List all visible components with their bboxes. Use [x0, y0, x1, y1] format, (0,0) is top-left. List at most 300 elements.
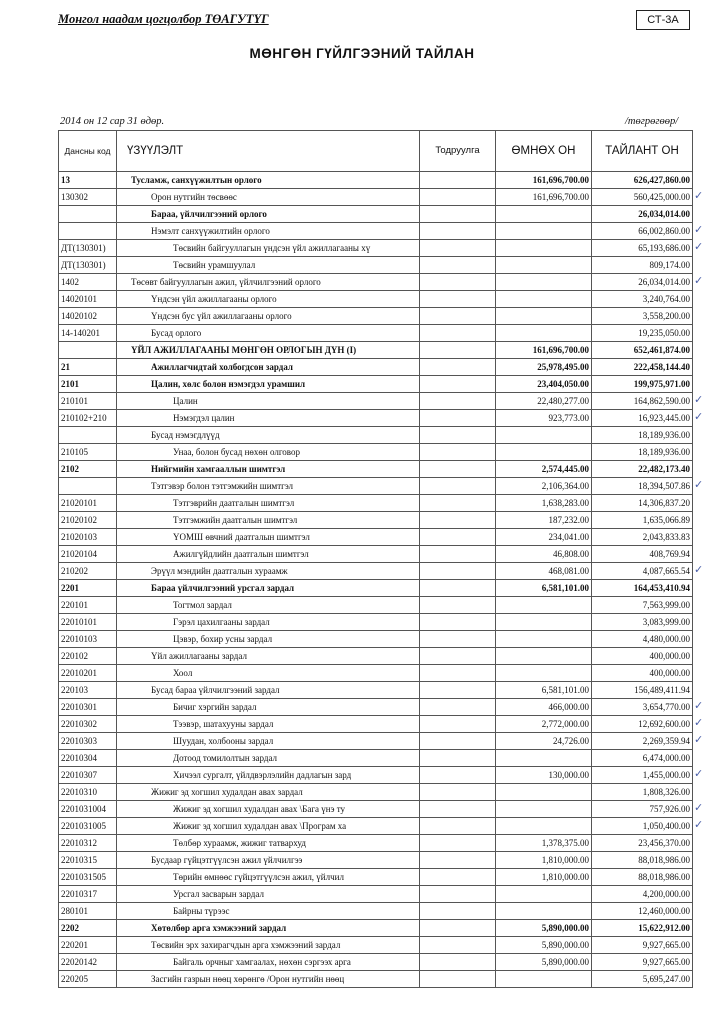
report-year-cell: 4,087,665.54	[592, 563, 693, 580]
previous-year-cell: 5,890,000.00	[496, 920, 592, 937]
note-cell	[420, 631, 496, 648]
column-header-previous-year: ӨМНӨХ ОН	[496, 131, 592, 172]
report-year-cell: 88,018,986.00	[592, 869, 693, 886]
account-code-cell: 210102+210	[59, 410, 117, 427]
indicator-cell: Гэрэл цахилгааны зардал	[117, 614, 420, 631]
account-code-cell: 14-140201	[59, 325, 117, 342]
indicator-cell: Шуудан, холбооны зардал	[117, 733, 420, 750]
note-cell	[420, 954, 496, 971]
previous-year-cell: 46,808.00	[496, 546, 592, 563]
report-year-cell: 809,174.00	[592, 257, 693, 274]
previous-year-cell: 2,574,445.00	[496, 461, 592, 478]
previous-year-cell	[496, 274, 592, 291]
account-code-cell: 2202	[59, 920, 117, 937]
previous-year-cell: 187,232.00	[496, 512, 592, 529]
indicator-cell: Унаа, болон бусад нөхөн олговор	[117, 444, 420, 461]
indicator-cell: Бараа үйлчилгээний урсгал зардал	[117, 580, 420, 597]
report-year-cell: 1,808,326.00	[592, 784, 693, 801]
note-cell	[420, 342, 496, 359]
check-mark-icon: ✓	[694, 393, 704, 406]
check-mark-icon: ✓	[694, 716, 704, 729]
previous-year-cell	[496, 291, 592, 308]
table-row	[59, 478, 693, 495]
account-code-cell: ДТ(130301)	[59, 257, 117, 274]
indicator-cell: Үйл ажиллагааны зардал	[117, 648, 420, 665]
table-row	[59, 291, 693, 308]
account-code-cell: 220102	[59, 648, 117, 665]
indicator-cell: Төсөвт байгууллагын ажил, үйлчилгээний орлого	[117, 274, 420, 291]
account-code-cell: 22010301	[59, 699, 117, 716]
account-code-cell: ДТ(130301)	[59, 240, 117, 257]
report-year-cell: 3,083,999.00	[592, 614, 693, 631]
report-year-cell: 222,458,144.40	[592, 359, 693, 376]
previous-year-cell: 5,890,000.00	[496, 954, 592, 971]
previous-year-cell	[496, 206, 592, 223]
previous-year-cell: 5,890,000.00	[496, 937, 592, 954]
indicator-cell: Хоол	[117, 665, 420, 682]
previous-year-cell: 234,041.00	[496, 529, 592, 546]
account-code-cell: 2101	[59, 376, 117, 393]
table-row	[59, 512, 693, 529]
table-row	[59, 954, 693, 971]
indicator-cell: Тэтгэвэр болон тэтгэмжийн шимтгэл	[117, 478, 420, 495]
previous-year-cell: 6,581,101.00	[496, 682, 592, 699]
check-mark-icon: ✓	[694, 410, 704, 423]
check-mark-icon: ✓	[694, 801, 704, 814]
previous-year-cell: 6,581,101.00	[496, 580, 592, 597]
account-code-cell: 22010103	[59, 631, 117, 648]
table-row	[59, 767, 693, 784]
note-cell	[420, 512, 496, 529]
account-code-cell	[59, 223, 117, 240]
indicator-cell: Орон нутгийн төсвөөс	[117, 189, 420, 206]
previous-year-cell: 923,773.00	[496, 410, 592, 427]
previous-year-cell: 2,106,364.00	[496, 478, 592, 495]
note-cell	[420, 614, 496, 631]
note-cell	[420, 427, 496, 444]
report-year-cell: 18,189,936.00	[592, 444, 693, 461]
indicator-cell: Жижиг эд хогшил худалдан авах зардал	[117, 784, 420, 801]
account-code-cell: 220201	[59, 937, 117, 954]
account-code-cell	[59, 478, 117, 495]
indicator-cell: Байрны түрээс	[117, 903, 420, 920]
indicator-cell: Бусад нэмэгдлүүд	[117, 427, 420, 444]
account-code-cell: 22010310	[59, 784, 117, 801]
report-year-cell: 4,480,000.00	[592, 631, 693, 648]
indicator-cell: Жижиг эд хогшил худалдан авах \Програм ха	[117, 818, 420, 835]
note-cell	[420, 580, 496, 597]
note-cell	[420, 767, 496, 784]
table-row	[59, 750, 693, 767]
previous-year-cell: 2,772,000.00	[496, 716, 592, 733]
table-row	[59, 376, 693, 393]
indicator-cell: Хөтөлбөр арга хэмжээний зардал	[117, 920, 420, 937]
previous-year-cell: 161,696,700.00	[496, 342, 592, 359]
currency-unit: /төгрөгөөр/	[625, 116, 679, 127]
table-row	[59, 886, 693, 903]
table-row	[59, 257, 693, 274]
table-row	[59, 903, 693, 920]
indicator-cell: Төсвийн байгууллагын үндсэн үйл ажиллагааны хү	[117, 240, 420, 257]
table-row	[59, 631, 693, 648]
account-code-cell: 14020102	[59, 308, 117, 325]
report-year-cell: 560,425,000.00	[592, 189, 693, 206]
previous-year-cell	[496, 750, 592, 767]
note-cell	[420, 716, 496, 733]
report-year-cell: 1,635,066.89	[592, 512, 693, 529]
table-row	[59, 529, 693, 546]
table-row	[59, 172, 693, 189]
report-year-cell: 408,769.94	[592, 546, 693, 563]
report-year-cell: 14,306,837.20	[592, 495, 693, 512]
previous-year-cell	[496, 784, 592, 801]
account-code-cell: 21020101	[59, 495, 117, 512]
indicator-cell: ҮЙЛ АЖИЛЛАГААНЫ МӨНГӨН ОРЛОГЫН ДҮН (I)	[117, 342, 420, 359]
account-code-cell: 210202	[59, 563, 117, 580]
indicator-cell: Дотоод томилолтын зардал	[117, 750, 420, 767]
note-cell	[420, 376, 496, 393]
previous-year-cell: 24,726.00	[496, 733, 592, 750]
account-code-cell: 22020142	[59, 954, 117, 971]
account-code-cell: 2201031005	[59, 818, 117, 835]
report-year-cell: 1,050,400.00	[592, 818, 693, 835]
report-year-cell: 66,002,860.00	[592, 223, 693, 240]
previous-year-cell	[496, 257, 592, 274]
note-cell	[420, 648, 496, 665]
report-year-cell: 65,193,686.00	[592, 240, 693, 257]
note-cell	[420, 903, 496, 920]
note-cell	[420, 461, 496, 478]
account-code-cell: 1402	[59, 274, 117, 291]
account-code-cell: 22010317	[59, 886, 117, 903]
report-year-cell: 1,455,000.00	[592, 767, 693, 784]
report-date: 2014 он 12 сар 31 өдөр.	[60, 116, 165, 127]
indicator-cell: Үндсэн үйл ажиллагааны орлого	[117, 291, 420, 308]
account-code-cell: 210105	[59, 444, 117, 461]
table-row	[59, 223, 693, 240]
report-year-cell: 2,043,833.83	[592, 529, 693, 546]
account-code-cell: 220103	[59, 682, 117, 699]
note-cell	[420, 818, 496, 835]
account-code-cell	[59, 342, 117, 359]
previous-year-cell: 161,696,700.00	[496, 172, 592, 189]
account-code-cell: 220101	[59, 597, 117, 614]
check-mark-icon: ✓	[694, 478, 704, 491]
indicator-cell: Төлбөр хураамж, жижиг татвархуд	[117, 835, 420, 852]
table-row	[59, 410, 693, 427]
report-year-cell: 9,927,665.00	[592, 937, 693, 954]
account-code-cell: 130302	[59, 189, 117, 206]
organization-name: Монгол наадам цогцолбор ТӨАГУТҮГ	[58, 12, 269, 26]
indicator-cell: Төрийн өмнөөс гүйцэтгүүлсэн ажил, үйлчил	[117, 869, 420, 886]
account-code-cell: 21020103	[59, 529, 117, 546]
report-year-cell: 12,460,000.00	[592, 903, 693, 920]
account-code-cell: 14020101	[59, 291, 117, 308]
table-row	[59, 852, 693, 869]
table-row	[59, 937, 693, 954]
table-row	[59, 716, 693, 733]
previous-year-cell	[496, 631, 592, 648]
note-cell	[420, 359, 496, 376]
table-row	[59, 784, 693, 801]
note-cell	[420, 699, 496, 716]
previous-year-cell: 161,696,700.00	[496, 189, 592, 206]
previous-year-cell	[496, 325, 592, 342]
account-code-cell: 210101	[59, 393, 117, 410]
table-row	[59, 580, 693, 597]
note-cell	[420, 308, 496, 325]
account-code-cell: 22010303	[59, 733, 117, 750]
report-year-cell: 15,622,912.00	[592, 920, 693, 937]
account-code-cell	[59, 206, 117, 223]
indicator-cell: Цэвэр, бохир усны зардал	[117, 631, 420, 648]
report-year-cell: 18,394,507.86	[592, 478, 693, 495]
note-cell	[420, 682, 496, 699]
previous-year-cell: 130,000.00	[496, 767, 592, 784]
note-cell	[420, 495, 496, 512]
table-row	[59, 546, 693, 563]
note-cell	[420, 835, 496, 852]
account-code-cell: 22010312	[59, 835, 117, 852]
check-mark-icon: ✓	[694, 563, 704, 576]
note-cell	[420, 886, 496, 903]
report-year-cell: 12,692,600.00	[592, 716, 693, 733]
indicator-cell: Төсвийн урамшуулал	[117, 257, 420, 274]
report-year-cell: 16,923,445.00	[592, 410, 693, 427]
table-row	[59, 648, 693, 665]
note-cell	[420, 478, 496, 495]
report-year-cell: 626,427,860.00	[592, 172, 693, 189]
column-header-code: Дансны код	[59, 131, 117, 172]
table-header-row	[59, 131, 693, 172]
previous-year-cell: 466,000.00	[496, 699, 592, 716]
report-year-cell: 6,474,000.00	[592, 750, 693, 767]
note-cell	[420, 257, 496, 274]
check-mark-icon: ✓	[694, 767, 704, 780]
indicator-cell: Тэтгэмжийн даатгалын шимтгэл	[117, 512, 420, 529]
note-cell	[420, 410, 496, 427]
report-year-cell: 5,695,247.00	[592, 971, 693, 988]
table-row	[59, 733, 693, 750]
report-year-cell: 7,563,999.00	[592, 597, 693, 614]
table-row	[59, 869, 693, 886]
note-cell	[420, 869, 496, 886]
note-cell	[420, 172, 496, 189]
account-code-cell: 22010304	[59, 750, 117, 767]
note-cell	[420, 937, 496, 954]
indicator-cell: Бусдаар гүйцэтгүүлсэн ажил үйлчилгээ	[117, 852, 420, 869]
previous-year-cell	[496, 886, 592, 903]
account-code-cell: 21	[59, 359, 117, 376]
account-code-cell: 2201	[59, 580, 117, 597]
indicator-cell: Ажиллагчидтай холбогдсон зардал	[117, 359, 420, 376]
note-cell	[420, 325, 496, 342]
table-row	[59, 308, 693, 325]
account-code-cell: 2201031004	[59, 801, 117, 818]
column-header-indicator: ҮЗҮҮЛЭЛТ	[117, 131, 420, 172]
report-year-cell: 4,200,000.00	[592, 886, 693, 903]
note-cell	[420, 274, 496, 291]
previous-year-cell: 1,638,283.00	[496, 495, 592, 512]
report-year-cell: 22,482,173.40	[592, 461, 693, 478]
previous-year-cell: 23,404,050.00	[496, 376, 592, 393]
indicator-cell: Бичиг хэргийн зардал	[117, 699, 420, 716]
table-row	[59, 920, 693, 937]
note-cell	[420, 563, 496, 580]
note-cell	[420, 546, 496, 563]
indicator-cell: Бараа, үйлчилгээний орлого	[117, 206, 420, 223]
indicator-cell: Хичээл сургалт, үйлдвэрлэлийн дадлагын зард	[117, 767, 420, 784]
previous-year-cell	[496, 427, 592, 444]
indicator-cell: Тэтгэврийн даатгалын шимтгэл	[117, 495, 420, 512]
indicator-cell: ҮОМШ өвчний даатгалын шимтгэл	[117, 529, 420, 546]
account-code-cell: 21020102	[59, 512, 117, 529]
check-mark-icon: ✓	[694, 818, 704, 831]
table-row	[59, 665, 693, 682]
report-year-cell: 2,269,359.94	[592, 733, 693, 750]
check-mark-icon: ✓	[694, 274, 704, 287]
column-header-note: Тодруулга	[420, 131, 496, 172]
account-code-cell: 22010307	[59, 767, 117, 784]
table-row	[59, 682, 693, 699]
table-row	[59, 342, 693, 359]
table-row	[59, 563, 693, 580]
indicator-cell: Урсгал засварын зардал	[117, 886, 420, 903]
previous-year-cell: 25,978,495.00	[496, 359, 592, 376]
previous-year-cell	[496, 614, 592, 631]
account-code-cell: 2102	[59, 461, 117, 478]
previous-year-cell	[496, 597, 592, 614]
table-row	[59, 614, 693, 631]
indicator-cell: Жижиг эд хогшил худалдан авах \Бага үнэ ту	[117, 801, 420, 818]
report-year-cell: 23,456,370.00	[592, 835, 693, 852]
table-body	[59, 172, 693, 988]
note-cell	[420, 206, 496, 223]
indicator-cell: Байгаль орчныг хамгаалах, нөхөн сэргээх арга	[117, 954, 420, 971]
report-year-cell: 26,034,014.00	[592, 206, 693, 223]
indicator-cell: Төсвийн эрх захирагчдын арга хэмжээний зардал	[117, 937, 420, 954]
previous-year-cell	[496, 648, 592, 665]
account-code-cell: 22010315	[59, 852, 117, 869]
report-year-cell: 18,189,936.00	[592, 427, 693, 444]
table-row	[59, 699, 693, 716]
report-title: МӨНГӨН ГҮЙЛГЭЭНИЙ ТАЙЛАН	[249, 46, 475, 61]
indicator-cell: Эрүүл мэндийн даатгалын хураамж	[117, 563, 420, 580]
check-mark-icon: ✓	[694, 223, 704, 236]
report-year-cell: 757,926.00	[592, 801, 693, 818]
account-code-cell: 13	[59, 172, 117, 189]
previous-year-cell	[496, 665, 592, 682]
table-row	[59, 393, 693, 410]
account-code-cell: 22010101	[59, 614, 117, 631]
table-row	[59, 597, 693, 614]
table-row	[59, 801, 693, 818]
table-row	[59, 189, 693, 206]
note-cell	[420, 189, 496, 206]
report-year-cell: 88,018,986.00	[592, 852, 693, 869]
note-cell	[420, 750, 496, 767]
note-cell	[420, 665, 496, 682]
indicator-cell: Нэмэгдэл цалин	[117, 410, 420, 427]
account-code-cell: 21020104	[59, 546, 117, 563]
report-year-cell: 199,975,971.00	[592, 376, 693, 393]
note-cell	[420, 393, 496, 410]
indicator-cell: Цалин, хөлс болон нэмэгдэл урамшил	[117, 376, 420, 393]
note-cell	[420, 223, 496, 240]
indicator-cell: Үндсэн бус үйл ажиллагааны орлого	[117, 308, 420, 325]
table-row	[59, 495, 693, 512]
account-code-cell: 2201031505	[59, 869, 117, 886]
report-year-cell: 3,240,764.00	[592, 291, 693, 308]
previous-year-cell	[496, 240, 592, 257]
table-row	[59, 427, 693, 444]
note-cell	[420, 852, 496, 869]
report-year-cell: 9,927,665.00	[592, 954, 693, 971]
account-code-cell: 280101	[59, 903, 117, 920]
report-year-cell: 400,000.00	[592, 648, 693, 665]
table-row	[59, 325, 693, 342]
table-row	[59, 359, 693, 376]
report-year-cell: 19,235,050.00	[592, 325, 693, 342]
report-year-cell: 3,558,200.00	[592, 308, 693, 325]
previous-year-cell	[496, 801, 592, 818]
table-row	[59, 461, 693, 478]
note-cell	[420, 920, 496, 937]
previous-year-cell: 1,810,000.00	[496, 869, 592, 886]
check-mark-icon: ✓	[694, 189, 704, 202]
indicator-cell: Нийгмийн хамгааллын шимтгэл	[117, 461, 420, 478]
note-cell	[420, 444, 496, 461]
note-cell	[420, 291, 496, 308]
previous-year-cell	[496, 444, 592, 461]
note-cell	[420, 529, 496, 546]
account-code-cell: 22010201	[59, 665, 117, 682]
check-mark-icon: ✓	[694, 240, 704, 253]
note-cell	[420, 801, 496, 818]
check-mark-icon: ✓	[694, 733, 704, 746]
note-cell	[420, 784, 496, 801]
previous-year-cell	[496, 903, 592, 920]
report-year-cell: 400,000.00	[592, 665, 693, 682]
report-year-cell: 164,453,410.94	[592, 580, 693, 597]
table-row	[59, 818, 693, 835]
previous-year-cell	[496, 818, 592, 835]
table-row	[59, 274, 693, 291]
account-code-cell	[59, 427, 117, 444]
column-header-report-year: ТАЙЛАНТ ОН	[592, 131, 693, 172]
note-cell	[420, 971, 496, 988]
table-row	[59, 444, 693, 461]
note-cell	[420, 733, 496, 750]
previous-year-cell	[496, 971, 592, 988]
previous-year-cell: 468,081.00	[496, 563, 592, 580]
report-year-cell: 26,034,014.00	[592, 274, 693, 291]
cash-flow-table	[58, 130, 693, 988]
report-year-cell: 652,461,874.00	[592, 342, 693, 359]
indicator-cell: Цалин	[117, 393, 420, 410]
table-row	[59, 835, 693, 852]
table-row	[59, 240, 693, 257]
account-code-cell: 220205	[59, 971, 117, 988]
indicator-cell: Нэмэлт санхүүжилтийн орлого	[117, 223, 420, 240]
note-cell	[420, 240, 496, 257]
table-row	[59, 971, 693, 988]
previous-year-cell: 1,378,375.00	[496, 835, 592, 852]
report-year-cell: 164,862,590.00	[592, 393, 693, 410]
indicator-cell: Бусад бараа үйлчилгээний зардал	[117, 682, 420, 699]
account-code-cell: 22010302	[59, 716, 117, 733]
indicator-cell: Ажилгүйдлийн даатгалын шимтгэл	[117, 546, 420, 563]
